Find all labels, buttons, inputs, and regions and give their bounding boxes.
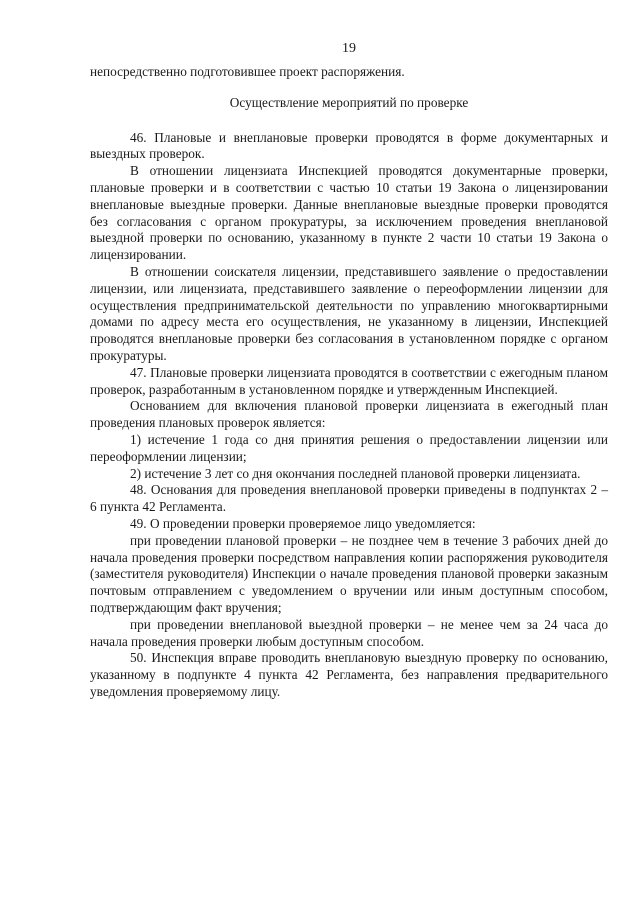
paragraph-49: 49. О проведении проверки проверяемое лицо уведомляется: [130, 515, 476, 531]
document-body [90, 64, 608, 701]
paragraph-48: 48. Основания для проведения внеплановой проверки приведены в подпунктах 2 – 6 пункта 42 Регламента. [90, 482, 608, 515]
paragraph-plan-grounds: Основанием для включения плановой проверки лицензиата в ежегодный план проведения плановых проверок является: [90, 398, 608, 431]
paragraph-planned-notice: при проведении плановой проверки – не позднее чем в течение 3 рабочих дней до начала проведения проверки посредством направления копии распоряжения руководителя (заместителя руководителя) Инспекции о начале проведения плановой проверки заказным почтовым отправлением с уведомлением о вручении или иным доступным способом, подтверждающим факт вручения; [90, 532, 608, 615]
lead-in-line: непосредственно подготовившее проект распоряжения. [90, 64, 405, 79]
section-title: Осуществление мероприятий по проверке [229, 94, 469, 110]
list-item-1: 1) истечение 1 года со дня принятия решения о предоставлении лицензии или переоформлении лицензии; [90, 431, 608, 464]
paragraph-47: 47. Плановые проверки лицензиата проводятся в соответствии с ежегодным планом проверок, разработанным в установленном порядке и утвержденным Инспекцией. [90, 364, 608, 397]
paragraph-50: 50. Инспекция вправе проводить внеплановую выездную проверку по основанию, указанному в подпункте 4 пункта 42 Регламента, без направления предварительного уведомления проверяемому лицу. [90, 650, 608, 699]
paragraph-licensee-inspections: В отношении лицензиата Инспекцией проводятся документарные проверки, плановые проверки и в соответствии с частью 10 статьи 19 Закона о лицензировании внеплановые выездные проверки. Данные внеплановые выездные проверки проводятся без согласования с органом прокуратуры, за исключением проведения внеплановой выездной проверки по основанию, указанному в пункте 2 части 10 статьи 19 Закона о лицензировании. [90, 163, 608, 263]
list-item-2: 2) истечение 3 лет со дня окончания последней плановой проверки лицензиата. [130, 465, 581, 481]
page-number: 19 [342, 41, 356, 56]
paragraph-applicant-inspections: В отношении соискателя лицензии, представившего заявление о предоставлении лицензии, или лицензиата, представившего заявление о переоформлении лицензии для осуществления предпринимательской деятельности по управлению многоквартирными домами по адресу места его осуществления, не указанному в лицензии, Инспекцией проводятся внеплановые проверки без согласования в установленном порядке с органом прокуратуры. [90, 263, 608, 363]
paragraph-unplanned-notice: при проведении внеплановой выездной проверки – не менее чем за 24 часа до начала проведения проверки любым доступным способом. [90, 616, 608, 649]
paragraph-46: 46. Плановые и внеплановые проверки проводятся в форме документарных и выездных проверок. [90, 129, 608, 162]
